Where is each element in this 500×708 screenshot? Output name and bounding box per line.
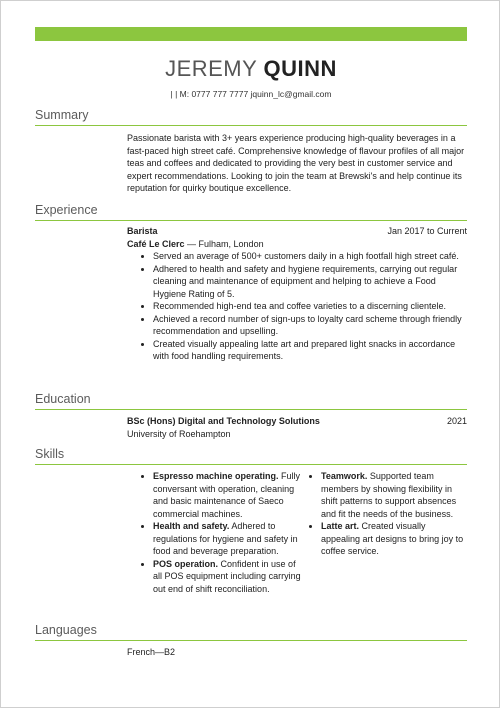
last-name: QUINN (263, 56, 337, 81)
list-item: • Created visually appealing latte art and prepared light snacks in accordance with food handling requirements. (153, 338, 467, 363)
list-item: • Served an average of 500+ customers daily in a high footfall high street café. (153, 250, 467, 263)
experience-section (35, 203, 467, 363)
skill-desc: Confident in use of all POS equipment including carrying out end of shift reconciliation. (153, 558, 301, 594)
list-item: • Achieved a record number of sign-ups to loyalty card scheme through friendly recommendation and upselling. (153, 313, 467, 338)
skill-desc: Fully conversant with operation, cleaning and basic maintenance of Saeco commercial machines. (153, 471, 301, 519)
skill-desc: Created visually appealing art designs to bring joy to coffee service. (321, 521, 464, 556)
school: University of Roehampton (127, 428, 231, 439)
contact-line: | | M: 0777 777 7777 jquinn_lc@gmail.com (170, 89, 332, 99)
education-section (35, 392, 467, 440)
job-title: Barista (127, 226, 158, 236)
list-item: • Recommended high-end tea and coffee varieties to a discerning clientele. (153, 300, 467, 313)
list-item (153, 520, 305, 558)
language-item: French—B2 (127, 647, 176, 657)
summary-text: Passionate barista with 3+ years experience producing high-quality beverages in a fast-paced high street café. Comprehensive knowledge of flavour profiles of all major teas and coffees and dedicated to providing the very best in customer service and expert recommendations. Looking to join the team at Brewski's and help continue its reputation for quirky boutique excellence. (127, 133, 465, 193)
accent-bar (35, 27, 467, 41)
graduation-year: 2021 (446, 416, 467, 426)
list-item (153, 558, 305, 596)
job-location: — Fulham, London (184, 238, 264, 249)
summary-heading: Summary (35, 108, 467, 126)
education-heading: Education (35, 392, 467, 410)
experience-bullets (127, 250, 467, 363)
list-item (321, 520, 465, 558)
languages-section (35, 623, 467, 659)
skill-desc: Supported team members by showing flexibility in shift patterns to support absences and fit the needs of the business. (321, 471, 457, 519)
experience-heading: Experience (35, 203, 467, 221)
degree: BSc (Hons) Digital and Technology Solutions (127, 416, 320, 426)
skill-title: POS operation. (153, 558, 219, 569)
list-item (153, 470, 305, 520)
skill-title: Espresso machine operating. (153, 471, 279, 481)
candidate-name (1, 56, 500, 82)
skill-title: Teamwork. (321, 471, 368, 481)
list-item: • Adhered to health and safety and hygiene requirements, carrying out regular cleaning and maintenance of equipment and helping to achieve a Food Hygiene Rating of 5. (153, 263, 467, 301)
languages-heading: Languages (35, 623, 467, 641)
skills-section (35, 447, 467, 595)
skills-list-left (127, 470, 305, 595)
job-dates: Jan 2017 to Current (387, 226, 467, 236)
skill-title: Latte art. (321, 521, 360, 531)
list-item (321, 470, 465, 520)
skills-heading: Skills (35, 447, 467, 465)
first-name: JEREMY (165, 56, 257, 81)
skill-title: Health and safety. (153, 521, 230, 531)
summary-section (35, 108, 467, 195)
employer: Café Le Clerc (127, 238, 185, 249)
skills-list-right (305, 470, 465, 558)
skill-desc: Adhered to regulations for hygiene and safety in food and beverage preparation. (153, 521, 298, 556)
